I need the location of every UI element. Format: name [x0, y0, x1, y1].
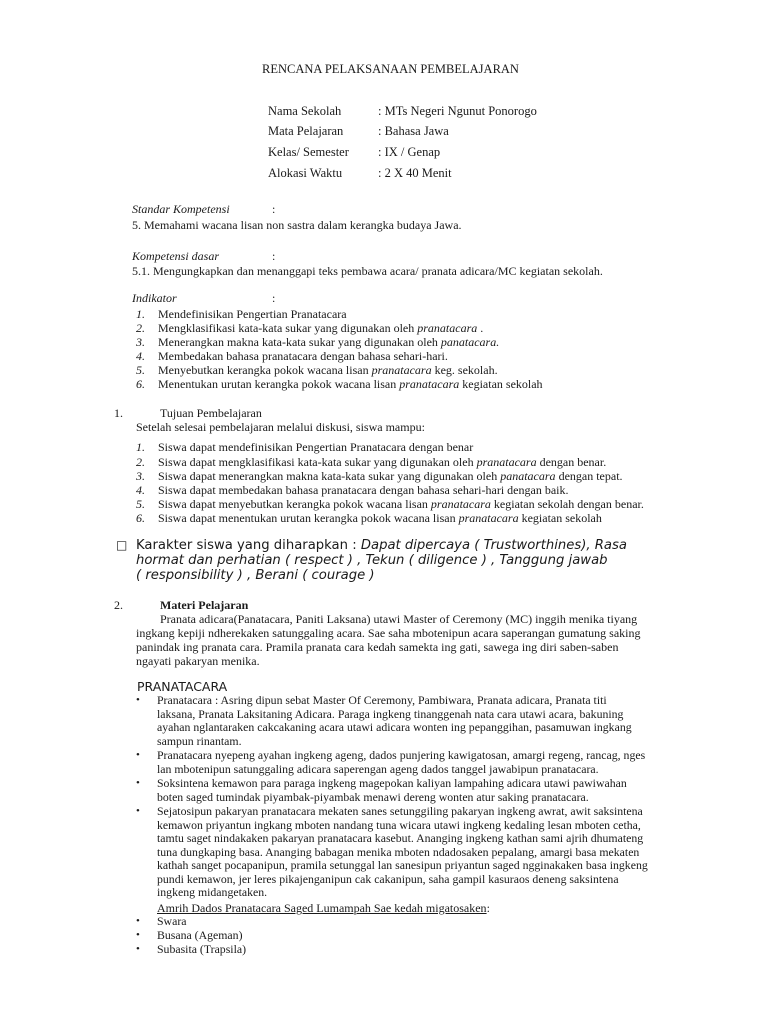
identity-value: : MTs Negeri Ngunut Ponorogo [378, 104, 537, 118]
amrih-colon: : [486, 901, 490, 915]
identity-label: Alokasi Waktu [268, 166, 343, 180]
indikator-heading: Indikator [132, 291, 177, 305]
identity-label: Nama Sekolah [268, 104, 342, 118]
bullet-icon: • [136, 777, 140, 789]
bullet-icon: • [136, 929, 140, 941]
bullet-icon: • [136, 915, 140, 927]
paragraph-line: panindak ing pranata cara. Pramila pranata cara kedah samekta ing gati, sawega ing diri saben-saben [136, 640, 619, 654]
identity-value: : Bahasa Jawa [378, 124, 449, 138]
karakter-value: Dapat dipercaya ( Trustworthines), Rasa [360, 538, 627, 553]
kompetensi-text: 5.1. Mengungkapkan dan menanggapi teks pembawa acara/ pranata adicara/MC kegiatan sekolah. [132, 264, 603, 278]
karakter-label: Karakter siswa yang diharapkan : [136, 538, 357, 553]
kompetensi-heading: Kompetensi dasar [132, 249, 219, 263]
identity-value: : 2 X 40 Menit [378, 166, 452, 180]
tujuan-intro: Setelah selesai pembelajaran melalui diskusi, siswa mampu: [136, 420, 425, 434]
page-title: RENCANA PELAKSANAAN PEMBELAJARAN [262, 62, 519, 76]
amrih-line [157, 901, 490, 915]
paragraph-line: Pranata adicara(Panatacara, Paniti Laksana) utawi Master of Ceremony (MC) inggih menika tiyang [160, 612, 638, 626]
tujuan-number: 1. [114, 406, 123, 420]
standar-colon: : [272, 202, 276, 216]
bullet-icon: • [136, 694, 140, 706]
paragraph-line: ngayati pakaryan menika. [136, 654, 260, 668]
bullet-icon: • [136, 943, 140, 955]
pranatacara-heading: PRANATACARA [137, 679, 228, 694]
karakter-line: ( responsibility ) , Berani ( courage ) [136, 568, 375, 583]
identity-value: : IX / Genap [378, 145, 441, 159]
indikator-colon: : [272, 291, 276, 305]
materi-number: 2. [114, 598, 123, 612]
standar-heading: Standar Kompetensi [132, 202, 230, 216]
karakter-line: hormat dan perhatian ( respect ) , Tekun ( diligence ) , Tanggung jawab [136, 553, 608, 568]
checkbox-bullet-icon: □ [116, 538, 128, 552]
paragraph-line: ingkang kepiji ndherekaken satunggaling acara. Sae saha mbotenipun acara saperangan gumatung saking [136, 626, 641, 640]
bullet-icon: • [136, 749, 140, 761]
karakter-line [136, 538, 627, 554]
tujuan-heading: Tujuan Pembelajaran [160, 406, 262, 420]
amrih-text: Amrih Dados Pranatacara Saged Lumampah Sae kedah migatosaken [157, 901, 487, 915]
materi-heading: Materi Pelajaran [160, 598, 249, 612]
identity-label: Kelas/ Semester [268, 145, 349, 159]
bullet-icon: • [136, 805, 140, 817]
identity-label: Mata Pelajaran [268, 124, 344, 138]
standar-text: 5. Memahami wacana lisan non sastra dalam kerangka budaya Jawa. [132, 218, 462, 232]
kompetensi-colon: : [272, 249, 276, 263]
